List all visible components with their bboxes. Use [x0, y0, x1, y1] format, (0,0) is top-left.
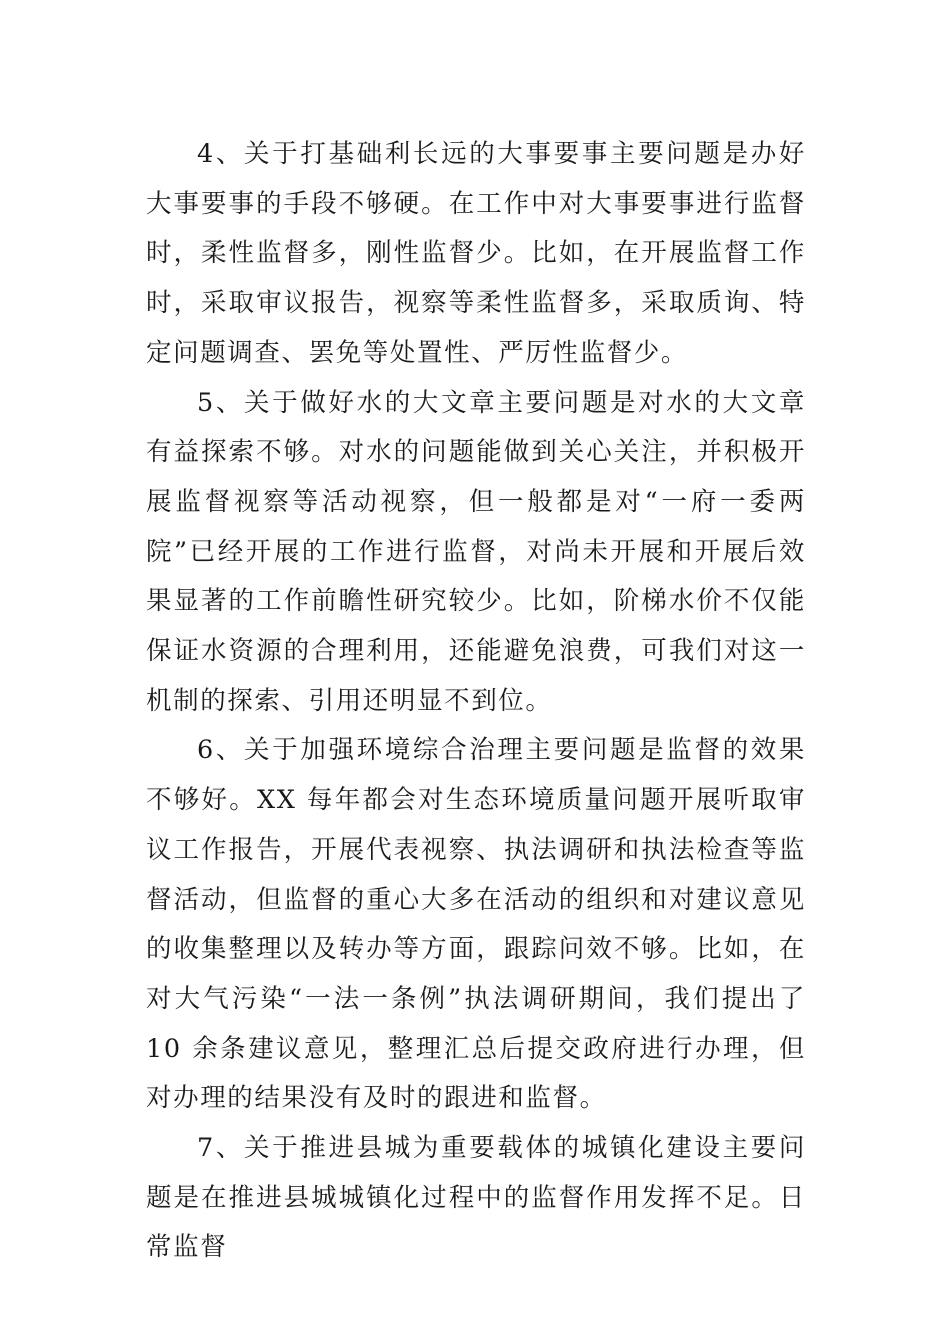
document-body — [146, 130, 806, 1273]
paragraph-6: 6、关于加强环境综合治理主要问题是监督的效果不够好。XX 每年都会对生态环境质量问题开展听取审议工作报告，开展代表视察、执法调研和执法检查等监督活动，但监督的重心大多在活动的组织和对建议意见的收集整理以及转办等方面，跟踪问效不够。比如，在对大气污染“一法一条例”执法调研期间，我们提出了 10 余条建议意见，整理汇总后提交政府进行办理，但对办理的结果没有及时的跟进和监督。 — [146, 735, 806, 1114]
paragraph-7: 7、关于推进县城为重要载体的城镇化建设主要问题是在推进县城城镇化过程中的监督作用发挥不足。日常监督 — [146, 1133, 806, 1263]
paragraph-4: 4、关于打基础利长远的大事要事主要问题是办好大事要事的手段不够硬。在工作中对大事要事进行监督时，柔性监督多，刚性监督少。比如，在开展监督工作时，采取审议报告，视察等柔性监督多，采取质询、特定问题调查、罢免等处置性、严厉性监督少。 — [146, 139, 806, 368]
paragraph-5: 5、关于做好水的大文章主要问题是对水的大文章有益探索不够。对水的问题能做到关心关注，并积极开展监督视察等活动视察，但一般都是对“一府一委两院”已经开展的工作进行监督，对尚未开展和开展后效果显著的工作前瞻性研究较少。比如，阶梯水价不仅能保证水资源的合理利用，还能避免浪费，可我们对这一机制的探索、引用还明显不到位。 — [146, 387, 806, 716]
